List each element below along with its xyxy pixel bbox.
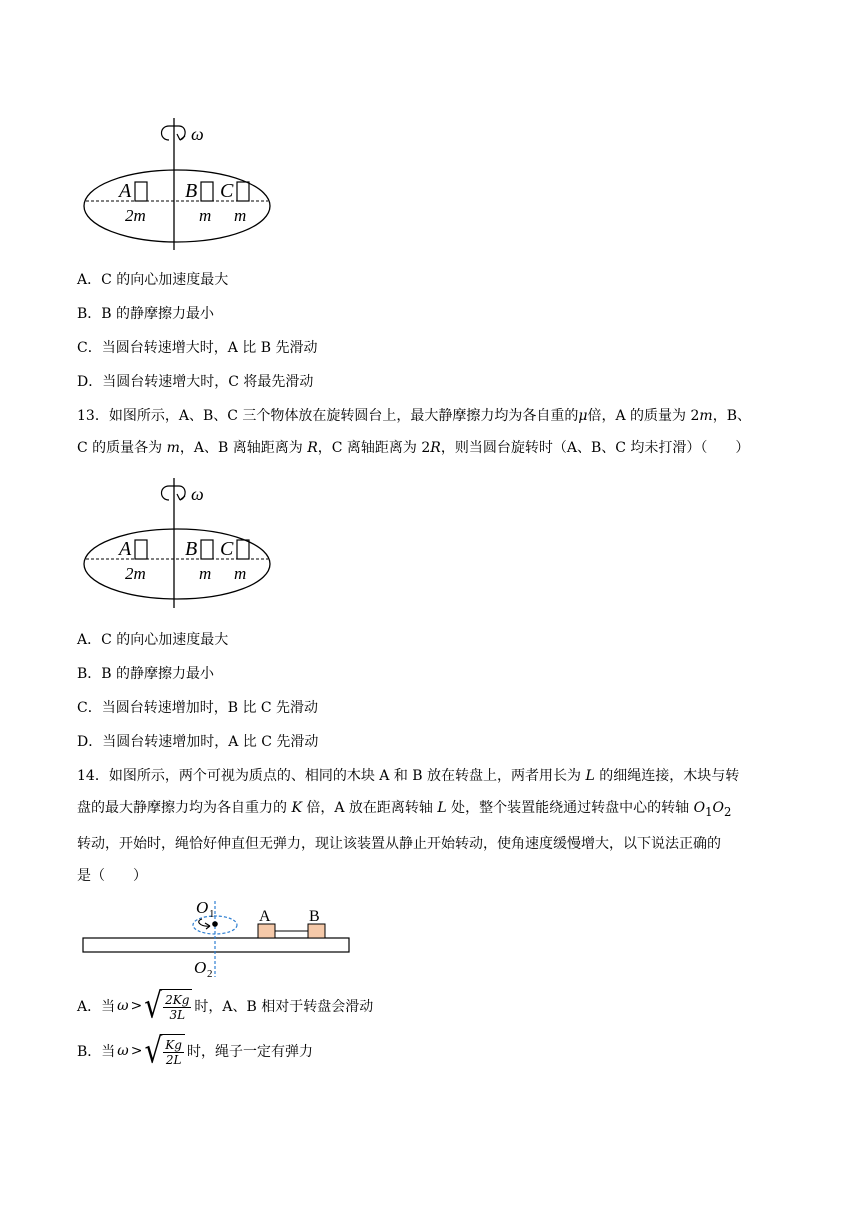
q13-option-a: A．C 的向心加速度最大 [77,632,229,648]
block-c-label: C [220,180,234,202]
q13-option-d: D．当圆台转速增加时，A 比 C 先滑动 [77,734,319,750]
q12-option-c: C．当圆台转速增大时，A 比 B 先滑动 [77,340,318,356]
mass-c-label: m [234,206,247,225]
o1-label: O [196,898,209,917]
o1-sub-label: 1 [209,908,215,920]
omega-label: ω [191,484,204,504]
block-a-label: A [119,180,132,202]
o2-label: O [194,958,207,977]
q14-option-b: B．当 ω > √ $\frac{Kg}{2L}$ 时，绳子一定有弹力 [77,1029,313,1071]
mass-c-label: m [234,564,247,583]
q13-option-c: C．当圆台转速增加时，B 比 C 先滑动 [77,700,319,716]
q12-option-b: B．B 的静摩擦力最小 [77,306,215,322]
q14-stem: 14．如图所示，两个可视为质点的、相同的木块 A 和 B 放在转盘上，两者用长为 L 的细绳连接，木块与转 盘的最大静摩擦力均为各自重力的 K 倍，A 放在距离转轴 L 处，整个装置能绕通过转盘中心的转轴 $O_1O_2$ 转动，开始时，绳恰好伸直但无弹力，现让该装置从静止开始转动，使角速度缓慢增大，以下说法正确的 是（ ） [77,768,740,884]
q13-option-b: B．B 的静摩擦力最小 [77,666,215,682]
mass-a-label: 2m [125,206,146,225]
block-b-label: B [185,538,198,560]
block-a-label: A [259,908,271,925]
q13-stem: 13．如图所示，A、B、C 三个物体放在旋转圆台上，最大静摩擦力均为各自重的μ倍，A 的质量为 2m，B、 C 的质量各为 m，A、B 离轴距离为 R，C 离轴距离为 2R，则当圆台旋转时（A、B、C 均未打滑）（ ） [77,408,751,456]
mass-b-label: m [199,206,212,225]
block-a-label: A [119,538,132,560]
block-c-label: C [220,538,234,560]
mass-a-label: 2m [125,564,146,583]
turntable-figure-2 [77,478,277,608]
block-b-label: B [185,180,198,202]
q12-option-d: D．当圆台转速增大时，C 将最先滑动 [77,374,314,390]
rotating-disk-figure [82,893,354,977]
o2-sub-label: 2 [207,968,213,977]
turntable-figure-1 [77,118,277,250]
omega-label: ω [191,124,204,144]
mass-b-label: m [199,564,212,583]
q14-option-a: A．当 ω > √ $\frac{2Kg}{3L}$ 时，A、B 相对于转盘会滑动 [77,984,374,1026]
block-b-label: B [309,908,320,925]
q12-option-a: A．C 的向心加速度最大 [77,272,229,288]
